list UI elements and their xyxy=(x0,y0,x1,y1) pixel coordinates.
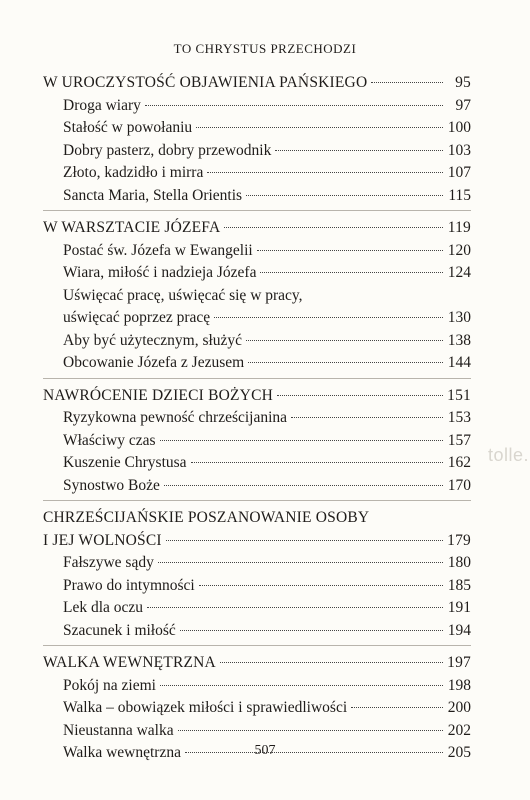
toc-chapter-entry xyxy=(43,385,471,408)
toc-page-number: 100 xyxy=(447,119,471,136)
toc-page-number: 95 xyxy=(455,74,471,91)
toc-page-number: 153 xyxy=(447,409,471,426)
toc-entry-title: CHRZEŚCIJAŃSKIE POSZANOWANIE OSOBY xyxy=(43,509,370,526)
toc-chapter-entry xyxy=(43,530,471,553)
dot-leader xyxy=(277,395,443,396)
toc-entry-title-continued: uświęcać poprzez pracę xyxy=(63,309,211,326)
toc-subentry xyxy=(43,720,471,743)
toc-entry-title: Ryzykowna pewność chrześcijanina xyxy=(63,409,288,426)
toc-entry-title: Nieustanna walka xyxy=(63,721,174,739)
dot-leader xyxy=(257,250,443,251)
dot-leader xyxy=(260,272,443,273)
toc-page-number: 107 xyxy=(447,164,471,181)
toc-subentry xyxy=(43,475,471,498)
dot-leader xyxy=(291,417,443,418)
toc-page-number: 202 xyxy=(447,721,471,739)
toc-entry-title: Synostwo Boże xyxy=(63,476,160,494)
toc-entry-title: W WARSZTACIE JÓZEFA xyxy=(43,219,221,236)
toc-page-number: 119 xyxy=(447,219,471,236)
toc-subentry xyxy=(43,697,471,720)
dot-leader xyxy=(371,82,443,83)
toc-subentry xyxy=(43,140,471,163)
toc-subentry-line xyxy=(43,285,471,308)
toc-subentry xyxy=(43,162,471,185)
dot-leader xyxy=(166,540,443,541)
dot-leader xyxy=(180,630,443,631)
dot-leader xyxy=(147,607,443,608)
toc-page-number: 97 xyxy=(455,96,471,114)
toc-page-number: 115 xyxy=(448,186,471,204)
toc-entry-title: Aby być użytecznym, służyć xyxy=(63,331,243,349)
toc-page-number: 179 xyxy=(447,531,471,549)
toc-entry-title-continued: I JEJ WOLNOŚCI xyxy=(43,531,162,549)
toc-page-number: 194 xyxy=(447,621,471,639)
toc-subentry xyxy=(43,407,471,430)
dot-leader xyxy=(191,462,443,463)
dot-leader xyxy=(246,340,443,341)
toc-subentry xyxy=(43,452,471,475)
toc-page-number: 124 xyxy=(447,264,471,281)
page-number: 507 xyxy=(254,743,276,758)
toc-subentry xyxy=(43,240,471,263)
toc-subentry xyxy=(43,552,471,575)
toc-subentry xyxy=(43,352,471,375)
dot-leader xyxy=(214,317,443,318)
toc-page-number: 205 xyxy=(447,744,471,761)
toc-page-number: 197 xyxy=(447,654,471,671)
toc-page-number: 198 xyxy=(447,676,471,694)
dot-leader xyxy=(160,685,443,686)
toc-subentry xyxy=(43,185,471,208)
dot-leader xyxy=(158,562,443,563)
toc-entry-title: W UROCZYSTOŚĆ OBJAWIENIA PAŃSKIEGO xyxy=(43,74,368,91)
toc-entry-title: Walka wewnętrzna xyxy=(63,744,181,761)
toc-page-number: 144 xyxy=(447,354,471,371)
toc-page-number: 185 xyxy=(447,576,471,594)
toc-page-number: 138 xyxy=(447,331,471,349)
dot-leader xyxy=(246,195,443,196)
dot-leader xyxy=(351,707,443,708)
dot-leader xyxy=(196,127,443,128)
dot-leader xyxy=(248,362,443,363)
toc-entry-title: Postać św. Józefa w Ewangelii xyxy=(63,241,253,259)
toc-entry-title: Droga wiary xyxy=(63,96,141,114)
toc-page-number: 151 xyxy=(447,386,471,404)
toc-page-number: 103 xyxy=(447,141,471,159)
toc-entry-title: Złoto, kadzidło i mirra xyxy=(63,164,204,181)
toc-subentry xyxy=(43,620,471,643)
toc-entry-title: WALKA WEWNĘTRZNA xyxy=(43,654,216,671)
toc-page-number: 170 xyxy=(447,476,471,494)
toc-entry-title: Prawo do intymności xyxy=(63,576,195,594)
toc-chapter-entry xyxy=(43,217,471,240)
toc-subentry xyxy=(43,575,471,598)
toc-section xyxy=(43,385,471,502)
toc-entry-title: Sancta Maria, Stella Orientis xyxy=(63,186,243,204)
toc-entry-title: Pokój na ziemi xyxy=(63,676,156,694)
toc-entry-title: Kuszenie Chrystusa xyxy=(63,454,187,471)
toc-entry-title: NAWRÓCENIE DZIECI BOŻYCH xyxy=(43,386,274,404)
toc-subentry xyxy=(43,262,471,285)
dot-leader xyxy=(207,172,443,173)
dot-leader xyxy=(164,485,443,486)
dot-leader xyxy=(178,730,443,731)
toc-entry-title: Właściwy czas xyxy=(63,431,156,449)
toc-page-number: 120 xyxy=(447,241,471,259)
toc-page-number: 130 xyxy=(447,309,471,326)
table-of-contents xyxy=(43,72,471,774)
toc-subentry xyxy=(43,675,471,698)
toc-section xyxy=(43,217,471,379)
toc-subentry xyxy=(43,307,471,330)
toc-chapter-entry xyxy=(43,652,471,675)
toc-entry-title: Wiara, miłość i nadzieja Józefa xyxy=(63,264,257,281)
toc-chapter-entry-line xyxy=(43,507,471,530)
toc-page-number: 180 xyxy=(447,554,471,571)
toc-entry-title: Walka – obowiązek miłości i sprawiedliwości xyxy=(63,699,348,716)
toc-page-number: 200 xyxy=(447,699,471,716)
running-head: TO CHRYSTUS PRZECHODZI xyxy=(173,41,357,56)
toc-entry-title: Dobry pasterz, dobry przewodnik xyxy=(63,141,272,159)
toc-subentry xyxy=(43,330,471,353)
toc-entry-title: Lek dla oczu xyxy=(63,599,144,616)
toc-page-number: 191 xyxy=(447,599,471,616)
toc-subentry xyxy=(43,95,471,118)
toc-section xyxy=(43,507,471,646)
toc-page-number: 157 xyxy=(447,431,471,449)
toc-entry-title: Fałszywe sądy xyxy=(63,554,154,571)
toc-chapter-entry xyxy=(43,72,471,95)
toc-entry-title: Szacunek i miłość xyxy=(63,621,176,639)
toc-subentry xyxy=(43,597,471,620)
toc-entry-title: Uświęcać pracę, uświęcać się w pracy, xyxy=(63,286,303,304)
toc-page-number: 162 xyxy=(447,454,471,471)
dot-leader xyxy=(220,662,443,663)
dot-leader xyxy=(199,585,443,586)
toc-section xyxy=(43,72,471,211)
dot-leader xyxy=(224,227,443,228)
toc-entry-title: Obcowanie Józefa z Jezusem xyxy=(63,354,245,371)
dot-leader xyxy=(145,105,443,106)
toc-subentry xyxy=(43,117,471,140)
dot-leader xyxy=(160,440,443,441)
dot-leader xyxy=(275,150,443,151)
toc-entry-title: Stałość w powołaniu xyxy=(63,119,193,136)
watermark-text: tolle. xyxy=(488,445,530,465)
toc-subentry xyxy=(43,430,471,453)
